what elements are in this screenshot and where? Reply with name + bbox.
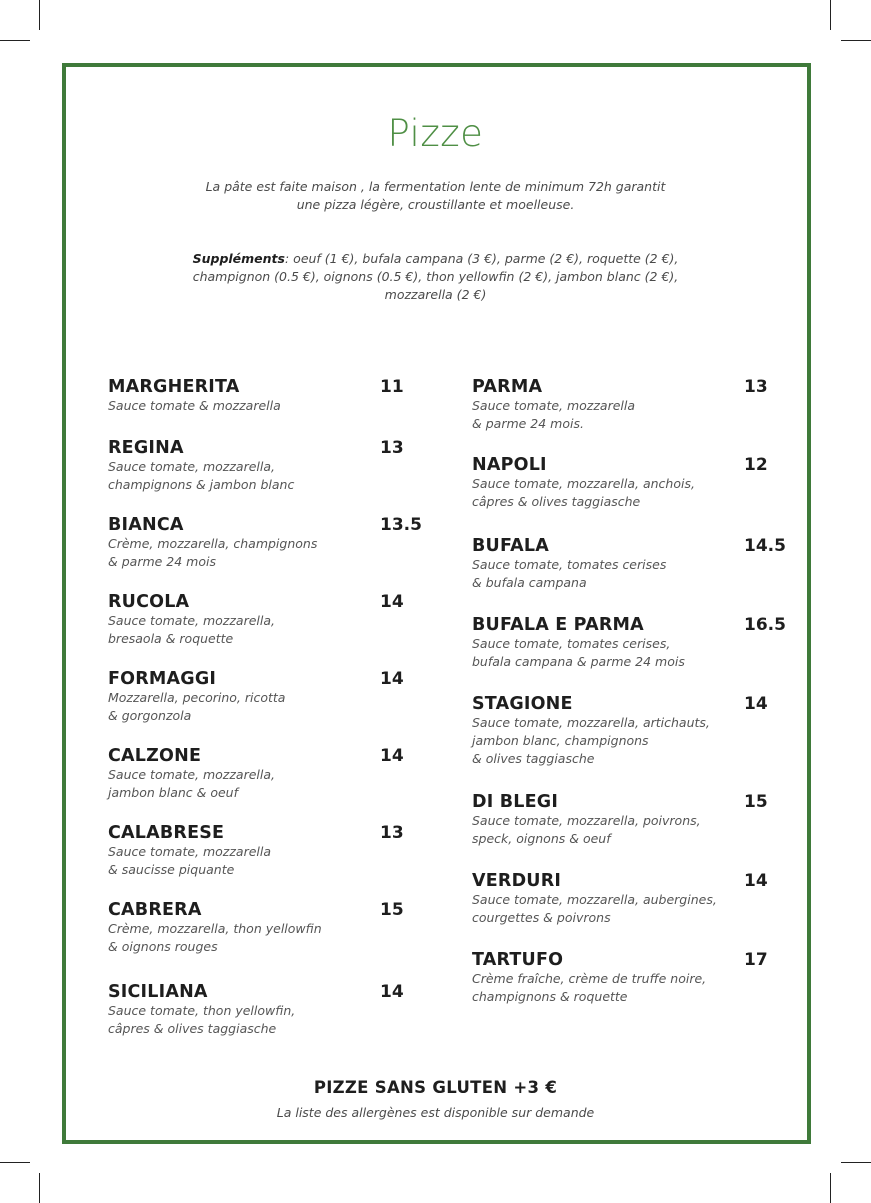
menu-item [108,438,418,494]
item-description: Sauce tomate, mozzarella, [108,767,275,782]
item-name: TARTUFO [472,950,564,970]
item-price: 14.5 [744,536,786,556]
item-description: Sauce tomate, mozzarella [472,398,636,413]
item-name: VERDURI [472,871,562,891]
item-description: Sauce tomate, thon yellowfin, [108,1003,296,1018]
item-price: 17 [744,950,768,970]
item-name: RUCOLA [108,592,190,612]
crop-mark [0,40,30,41]
item-description: Sauce tomate, tomates cerises, [472,636,671,651]
item-name: BUFALA E PARMA [472,615,644,635]
item-description: & olives taggiasche [472,751,595,766]
item-price: 14 [380,669,404,689]
intro-text: une pizza légère, croustillante et moelleuse. [296,197,575,212]
supplements-text: mozzarella (2 €) [384,287,487,302]
item-description: & bufala campana [472,575,587,590]
crop-mark [39,1173,40,1203]
item-description: bufala campana & parme 24 mois [472,654,685,669]
menu-item [108,823,418,879]
menu-item [108,515,422,571]
crop-mark [830,1173,831,1203]
item-price: 13.5 [380,515,422,535]
item-description: Sauce tomate & mozzarella [108,398,281,413]
item-name: DI BLEGI [472,792,559,812]
menu-item [472,377,792,433]
item-description: Sauce tomate, tomates cerises [472,557,667,572]
item-description: jambon blanc & oeuf [108,785,239,800]
item-description: Mozzarella, pecorino, ricotta [108,690,286,705]
crop-mark [830,0,831,30]
item-price: 12 [744,455,768,475]
item-name: NAPOLI [472,455,547,475]
item-description: Sauce tomate, mozzarella, anchois, [472,476,695,491]
menu-item [472,694,792,768]
item-name: SICILIANA [108,982,208,1002]
item-description: champignons & roquette [472,989,628,1004]
item-description: & parme 24 mois [108,554,216,569]
item-name: STAGIONE [472,694,573,714]
item-description: & gorgonzola [108,708,192,723]
menu-item [108,377,418,415]
crop-mark [841,1162,871,1163]
item-price: 13 [380,438,404,458]
item-description: Sauce tomate, mozzarella, poivrons, [472,813,701,828]
menu-item [108,900,418,956]
crop-mark [39,0,40,30]
menu-item [108,669,418,725]
menu-item [472,792,792,848]
item-price: 14 [744,694,768,714]
gluten-free-note: PIZZE SANS GLUTEN +3 € [313,1078,558,1097]
item-description: Crème fraîche, crème de truffe noire, [472,971,707,986]
item-price: 11 [380,377,404,397]
supplements-text [0,250,871,268]
item-price: 15 [744,792,768,812]
item-price: 15 [380,900,404,920]
page-title: Pizze [387,112,484,155]
item-description: & parme 24 mois. [472,416,584,431]
item-description: speck, oignons & oeuf [472,831,611,846]
supplements-text: champignon (0.5 €), oignons (0.5 €), thon yellowfin (2 €), jambon blanc (2 €), [192,269,679,284]
item-description: jambon blanc, champignons [472,733,649,748]
item-name: MARGHERITA [108,377,240,397]
item-description: & oignons rouges [108,939,218,954]
item-name: BIANCA [108,515,184,535]
item-description: Sauce tomate, mozzarella [108,844,272,859]
item-description: Sauce tomate, mozzarella, artichauts, [472,715,710,730]
item-description: Sauce tomate, mozzarella, aubergines, [472,892,717,907]
item-name: FORMAGGI [108,669,217,689]
allergens-note: La liste des allergènes est disponible sur demande [276,1105,595,1120]
item-description: câpres & olives taggiasche [108,1021,277,1036]
item-price: 13 [380,823,404,843]
menu-item [472,950,792,1006]
item-description: bresaola & roquette [108,631,234,646]
menu-item [108,746,418,802]
item-name: CABRERA [108,900,202,920]
intro-text: La pâte est faite maison , la fermentation lente de minimum 72h garantit [205,179,666,194]
item-price: 14 [380,746,404,766]
item-price: 14 [744,871,768,891]
menu-item [472,455,792,511]
item-description: courgettes & poivrons [472,910,611,925]
item-name: REGINA [108,438,184,458]
item-description: Sauce tomate, mozzarella, [108,613,275,628]
item-name: PARMA [472,377,543,397]
item-description: Sauce tomate, mozzarella, [108,459,275,474]
item-price: 13 [744,377,768,397]
menu-item [472,871,792,927]
item-name: CALZONE [108,746,202,766]
crop-mark [0,1162,30,1163]
supplements-label: Suppléments [192,251,285,266]
item-price: 14 [380,592,404,612]
item-name: CALABRESE [108,823,225,843]
item-description: Crème, mozzarella, thon yellowfin [108,921,322,936]
menu-item [108,592,418,648]
item-price: 14 [380,982,404,1002]
item-price: 16.5 [744,615,786,635]
item-description: Crème, mozzarella, champignons [108,536,318,551]
item-description: champignons & jambon blanc [108,477,295,492]
item-name: BUFALA [472,536,549,556]
item-description: & saucisse piquante [108,862,235,877]
menu-item [472,536,792,592]
menu-item [108,982,418,1038]
menu-item [472,615,792,671]
supplements-list: : oeuf (1 €), bufala campana (3 €), parme (2 €), roquette (2 €), [284,251,679,266]
item-description: câpres & olives taggiasche [472,494,641,509]
crop-mark [841,40,871,41]
